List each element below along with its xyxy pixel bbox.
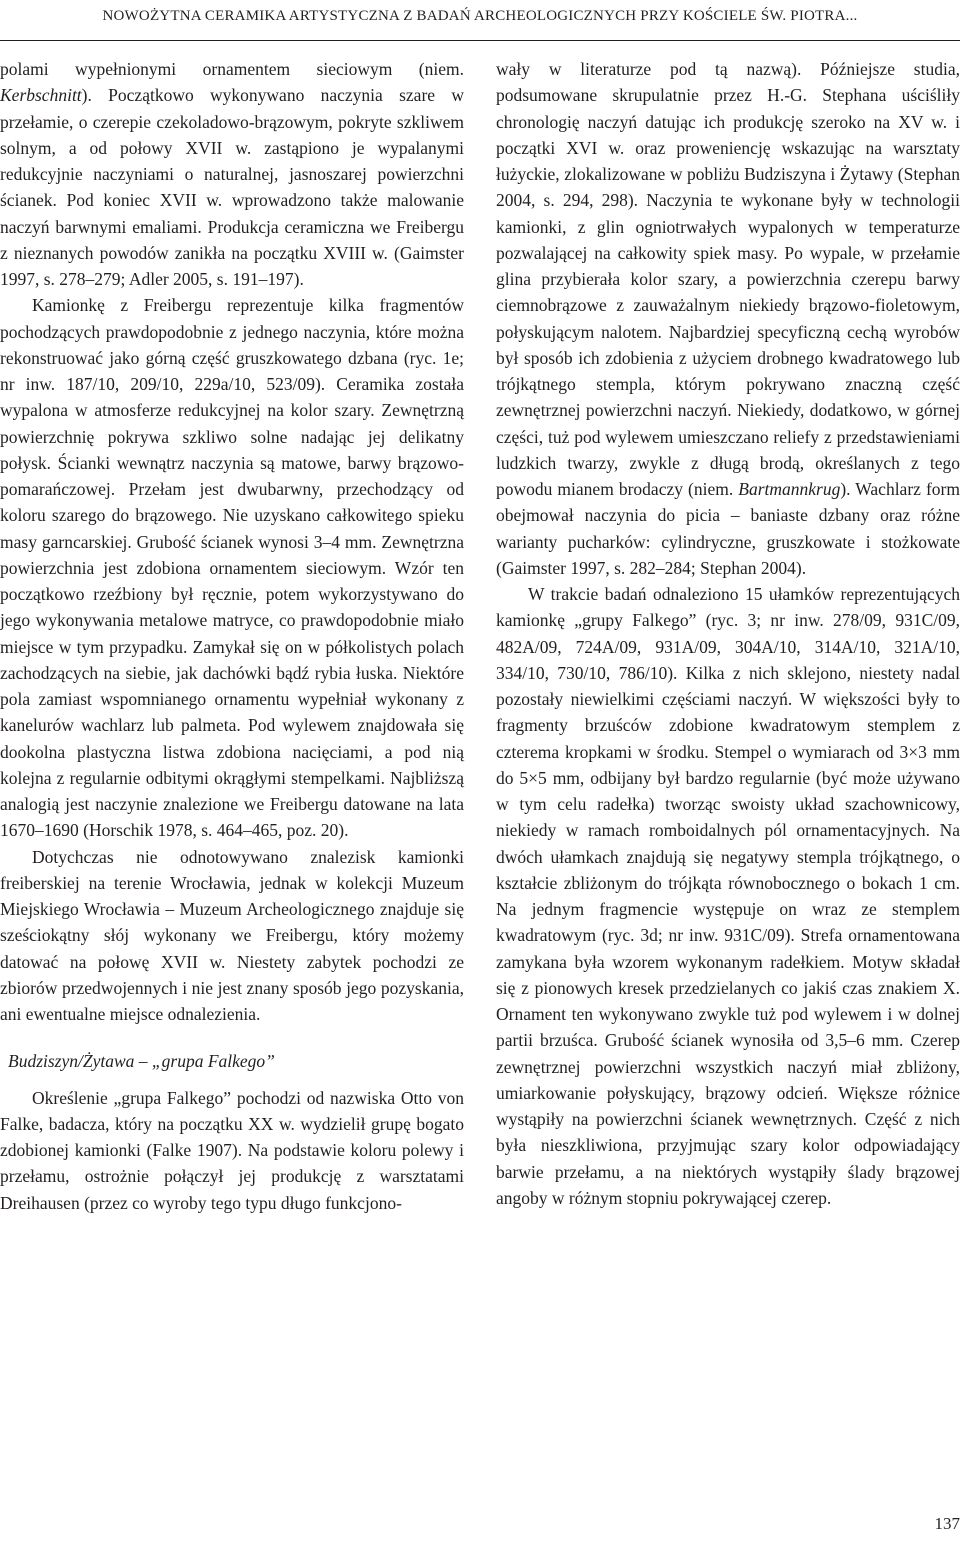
- foreign-term: Kerbschnitt: [0, 85, 82, 106]
- foreign-term: Bartmannkrug: [738, 479, 841, 499]
- running-title: NOWOŻYTNA CERAMIKA ARTYSTYCZNA Z BADAŃ ARCHEOLOGICZNYCH PRZY KOŚCIELE ŚW. PIOTRA...: [102, 8, 858, 24]
- paragraph-text: ). Początkowo wykonywano naczynia szare w przełamie, o czerepie czekoladowo-brązowym, pokryte szkliwem solnym, a od połowy XVII w. zastąpiono je wypalanymi redukcyjnie naczyniami o naturalnej, jasnoszarej powierzchni ścianek. Pod koniec XVII w. wprowadzono także malowanie naczyń barwnymi emaliami. Produkcja ceramiczna we Freibergu z nieznanych powodów zanikła na początku XVIII w. (Gaimster 1997, s. 278–279; Adler 2005, s. 191–197).: [0, 85, 464, 289]
- paragraph-text: wały w literaturze pod tą nazwą). Późniejsze studia, podsumowane skrupulatnie przez H.-G. Stephana uściśliły chronologię naczyń datując ich produkcję szeroko na XV w. i początki XVI w. oraz proweniencję wskazując na warsztaty łużyckie, zlokalizowane w pobliżu Budziszyna i Żytawy (Stephan 2004, s. 294, 298). Naczynia te wykonane były w technologii kamionki, z glin ogniotrwałych wypalonych w temperaturze pozwalającej na całkowity spiek masy. Po wypale, w przełamie glina przybierała kolor szary, a powierzchnia czerepu barwy ciemnobrązowe z zauważalnym niekiedy brązowo-fioletowym, połyskującym nalotem. Najbardziej specyficzną cechą wyrobów był sposób ich zdobienia z użyciem drobnego kwadratowego lub trójkątnego stempla, którym pokrywano znaczną część zewnętrznej powierzchni naczyń. Niekiedy, dodatkowo, w górnej części, tuż pod wylewem umieszczano reliefy z przedstawieniami ludzkich twarzy, zwykle z długą brodą, określanych z tego powodu mianem brodaczy (niem.: [496, 59, 960, 499]
- right-column: [496, 56, 960, 1211]
- page-number: 137: [934, 1514, 960, 1533]
- paragraph: W trakcie badań odnaleziono 15 ułamków reprezentujących kamionkę „grupy Falkego” (ryc. 3; nr inw. 278/09, 931C/09, 482A/09, 724A/09, 931A/09, 304A/10, 314A/10, 321A/10, 334/10, 730/10, 786/10). Kilka z nich sklejono, niestety nadal pozostały niewielkimi częściami naczyń. W większości były to fragmenty brzuśców zdobione kwadratowym stemplem z czterema kropkami w środku. Stempel o wymiarach od 3×3 mm do 5×5 mm, odbijany był bardzo regularnie (być może używano w tym celu radełka) tworząc swoisty układ szachownicowy, niekiedy w ramach romboidalnych pól ornamentacyjnych. Na dwóch ułamkach znajdują się negatywy stempla trójkątnego, o kształcie zbliżonym do trójkąta równobocznego o bokach 1 cm. Na jednym fragmencie występuje on wraz ze stemplem kwadratowym (ryc. 3d; nr inw. 931C/09). Strefa ornamentowana zamykana była wzorem wykonanym radełkiem. Motyw składał się z pionowych kresek przedzielanych co jakiś czas znakiem X. Ornament ten wykonywano zwykle tuż pod wylewem i w dolnej partii brzuśca. Grubość ścianek wynosiła od 3,5–6 mm. Czerep zewnętrznej powierzchni wszystkich naczyń miał zbliżony, umiarkowanie połyskujący, brązowy odcień. Większe różnice wystąpiły na powierzchni ścianek wewnętrznych. Część z nich była nieszkliwiona, przyjmując szary kolor odpowiadający barwie przełamu, a na niektórych wystąpiły ślady brązowej angoby w różnym stopniu pokrywającej czerep.: [496, 584, 960, 1208]
- paragraph: Kamionkę z Freibergu reprezentuje kilka fragmentów pochodzących prawdopodobnie z jednego naczynia, które można rekonstruować jako górną część gruszkowatego dzbana (ryc. 1e; nr inw. 187/10, 209/10, 229a/10, 523/09). Ceramika została wypalona w atmosferze redukcyjnej na kolor szary. Zewnętrzną powierzchnię pokrywa szkliwo solne nadając jej delikatny połysk. Ścianki wewnątrz naczynia są matowe, barwy brązowo-pomarańczowej. Przełam jest dwubarwny, przechodzący od koloru szarego do brązowego. Nie uzyskano całkowitego spieku masy garncarskiej. Grubość ścianek wynosi 3–4 mm. Zewnętrzna powierzchnia jest zdobiona ornamentem sieciowym. Wzór ten początkowo rzeźbiony był ręcznie, potem wykorzystywano do jego wykonywania metalowe matryce, co prawdopodobnie miało miejsce w tym przypadku. Zamykał się on w półkolistych polach zachodzących na siebie, jak dachówki bądź rybia łuska. Niektóre pola zamiast wspomnianego ornamentu wypełniał wykonany z kanelurów wachlarz lub palmeta. Pod wylewem znajdowała się dookolna plastyczna listwa zdobiona nacięciami, a pod nią kolejna z regularnie odbitymi okrągłymi stempelkami. Najbliższą analogią jest naczynie znalezione we Freibergu datowane na lata 1670–1690 (Horschik 1978, s. 464–465, poz. 20).: [0, 295, 464, 841]
- section-heading: Budziszyn/Żytawa – „grupa Falkego”: [8, 1051, 275, 1072]
- paragraph-text: polami wypełnionymi ornamentem sieciowym (niem.: [0, 59, 464, 79]
- paragraph: Dotychczas nie odnotowywano znalezisk kamionki freiberskiej na terenie Wrocławia, jednak w kolekcji Muzeum Miejskiego Wrocławia – Muzeum Archeologicznego znajduje się sześciokątny słój wykonany we Freibergu, który możemy datować na połowę XVII w. Niestety zabytek pochodzi ze zbiorów przedwojennych i nie jest znany sposób jego pozyskania, ani ewentualne miejsce odnalezienia.: [0, 846, 464, 1024]
- paragraph-continued: [0, 56, 464, 292]
- paragraph: Określenie „grupa Falkego” pochodzi od nazwiska Otto von Falke, badacza, który na początku XX w. wydzielił grupę bogato zdobionej kamionki (Falke 1907). Na podstawie koloru polewy i przełamu, ostrożnie połączył jej produkcję z warsztatami Dreihausen (przez co wyroby tego typu długo funkcjono-: [0, 1087, 464, 1213]
- paragraph-continued: [496, 56, 960, 581]
- paragraph-text: ). Wachlarz form obejmował naczynia do picia – baniaste dzbany oraz różne warianty pucharków: cylindryczne, gruszkowate i stożkowate (Gaimster 1997, s. 282–284; Stephan 2004).: [496, 479, 960, 578]
- running-header: [0, 0, 960, 41]
- left-column: [0, 56, 464, 1216]
